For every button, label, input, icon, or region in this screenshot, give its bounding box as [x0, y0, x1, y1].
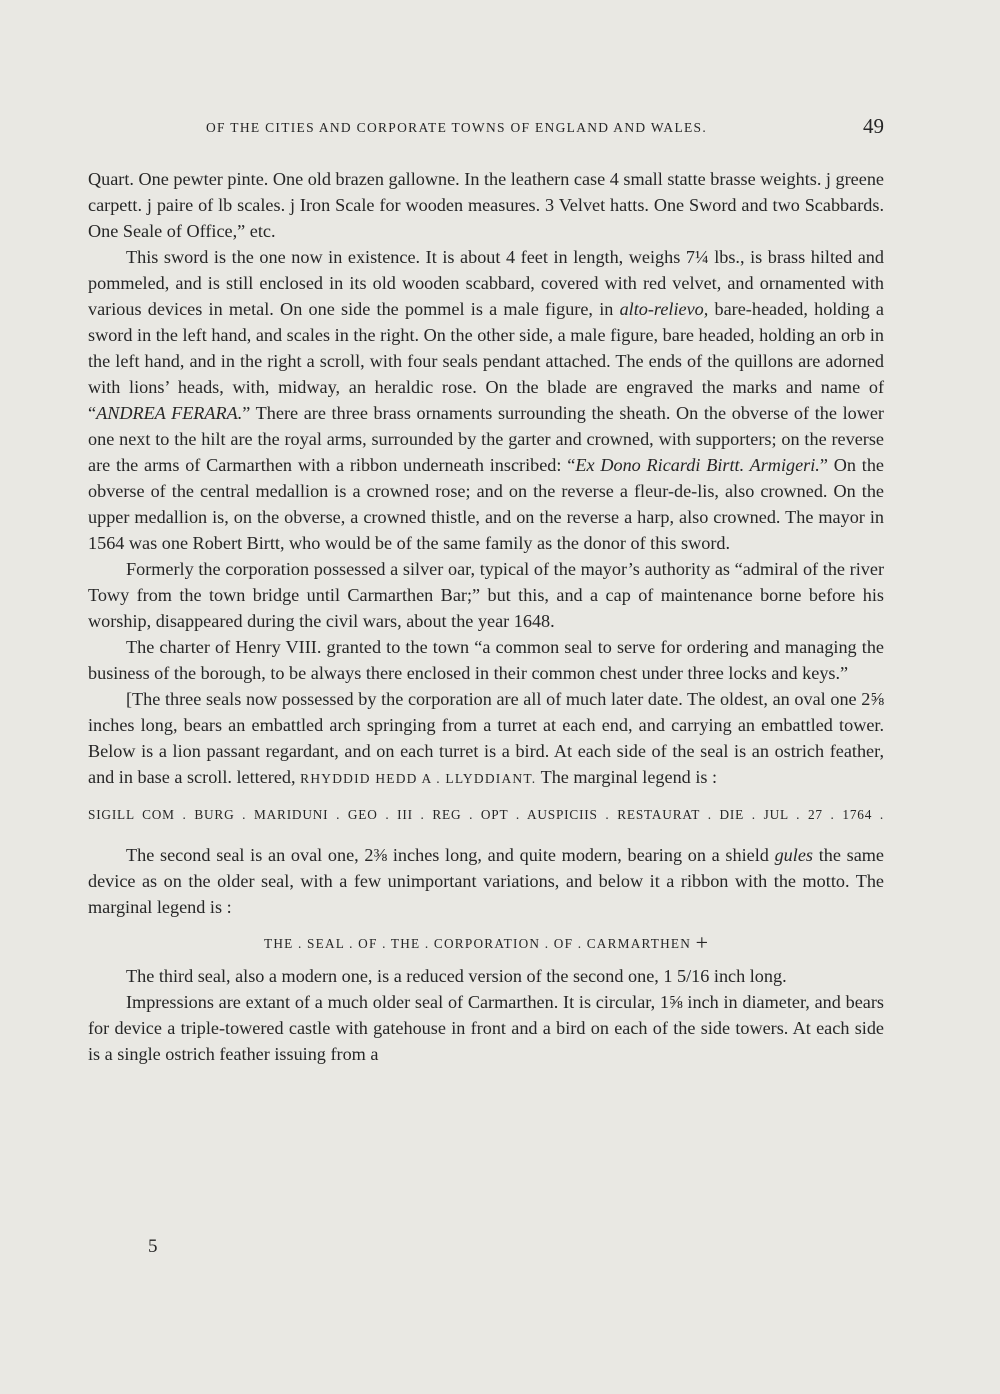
running-title: OF THE CITIES AND CORPORATE TOWNS OF ENGLAND AND WALES.: [206, 120, 708, 135]
paragraph-charter: The charter of Henry VIII. granted to the town “a common seal to serve for ordering and managing the business of the borough, to be always there enclosed in their common chest under three locks and keys.”: [88, 637, 884, 683]
italic-run: gules: [774, 845, 813, 865]
italic-run: ANDREA FERARA.: [96, 403, 243, 423]
signature-mark: 5: [148, 1236, 158, 1257]
italic-run: Ex Dono Ricardi Birtt. Armigeri.: [575, 455, 820, 475]
cross-icon: +: [695, 930, 708, 955]
page-number: 49: [863, 114, 884, 138]
marginal-legend-first-seal: SIGILL COM . BURG . MARIDUNI . GEO . III . REG . OPT . AUSPICIIS . RESTAURAT . DIE . JUL . 27 . 1764 .: [88, 807, 884, 822]
text-run: The marginal legend is :: [536, 767, 718, 787]
italic-run: alto-relievo,: [619, 299, 709, 319]
marginal-legend-second-seal: [88, 930, 884, 957]
body-text: [88, 166, 884, 1067]
text-run: ” There are three brass ornaments surrounding the sheath. On the obverse of the lower one next to the hilt are the royal arms, surrounded by the garter and crowned, with supporters; on the reverse are the arms of Carmarthen with a ribbon underneath inscribed: “: [88, 403, 884, 475]
text-run: The second seal is an oval one, 2⅜ inches long, and quite modern, bearing on a shield: [126, 845, 775, 865]
paragraph-silver-oar: Formerly the corporation possessed a silver oar, typical of the mayor’s authority as “admiral of the river Towy from the town bridge until Carmarthen Bar;” but this, and a cap of maintenance borne before his worship, disappeared during the civil wars, about the year 1648.: [88, 559, 884, 631]
text-run: the same device as on the older seal, with a few unimportant variations, and below it a ribbon with the motto. The marginal legend is :: [88, 845, 884, 917]
text-run: This sword is the one now in existence. It is about 4 feet in length, weighs 7¼ lbs., is brass hilted and pommeled, and is still enclosed in its old wooden scabbard, covered with red velvet, and ornamented with various devices in metal. On one side the pommel is a male figure, in: [88, 247, 884, 319]
running-head: [88, 114, 884, 142]
text-run: bare-headed, holding a sword in the left hand, and scales in the right. On the other side, a male figure, bare headed, holding an orb in the left hand, and in the right a scroll, with four seals pendant attached. The ends of the quillons are adorned with lions’ heads, with, midway, an heraldic rose. On the blade are engraved the marks and name of “: [88, 299, 884, 423]
paragraph-second-seal: [88, 842, 884, 920]
text-run: [The three seals now possessed by the corporation are all of much later date. The oldest, an oval one 2⅝ inches long, bears an embattled arch springing from a turret at each end, and carrying an embattled tower. Below is a lion passant regardant, and on each turret is a bird. At each side of the seal is an ostrich feather, and in base a scroll. lettered,: [88, 689, 884, 787]
paragraph-sword: [88, 244, 884, 556]
paragraph-third-seal: The third seal, also a modern one, is a reduced version of the second one, 1 5/16 inch long.: [126, 966, 787, 986]
text-run: ” On the obverse of the central medallion is a crowned rose; and on the reverse a fleur-de-lis, also crowned. On the upper medallion is, on the obverse, a crowned thistle, and on the reverse a harp, also crowned. The mayor in 1564 was one Robert Birtt, who would be of the same family as the donor of this sword.: [88, 455, 884, 553]
motto: RHYDDID HEDD A . LLYDDIANT.: [300, 771, 537, 786]
paragraph-three-seals: [88, 686, 884, 792]
paragraph-older-seal: Impressions are extant of a much older seal of Carmarthen. It is circular, 1⅝ inch in diameter, and bears for device a triple-towered castle with gatehouse in front and a bird on each of the side towers. At each side is a single ostrich feather issuing from a: [88, 992, 884, 1064]
paragraph-inventory: Quart. One pewter pinte. One old brazen gallowne. In the leathern case 4 small statte brasse weights. j greene carpett. j paire of lb scales. j Iron Scale for wooden measures. 3 Velvet hatts. One Sword and two Scabbards. One Seale of Office,” etc.: [88, 169, 884, 241]
legend-text: THE . SEAL . OF . THE . CORPORATION . OF . CARMARTHEN: [264, 936, 692, 951]
